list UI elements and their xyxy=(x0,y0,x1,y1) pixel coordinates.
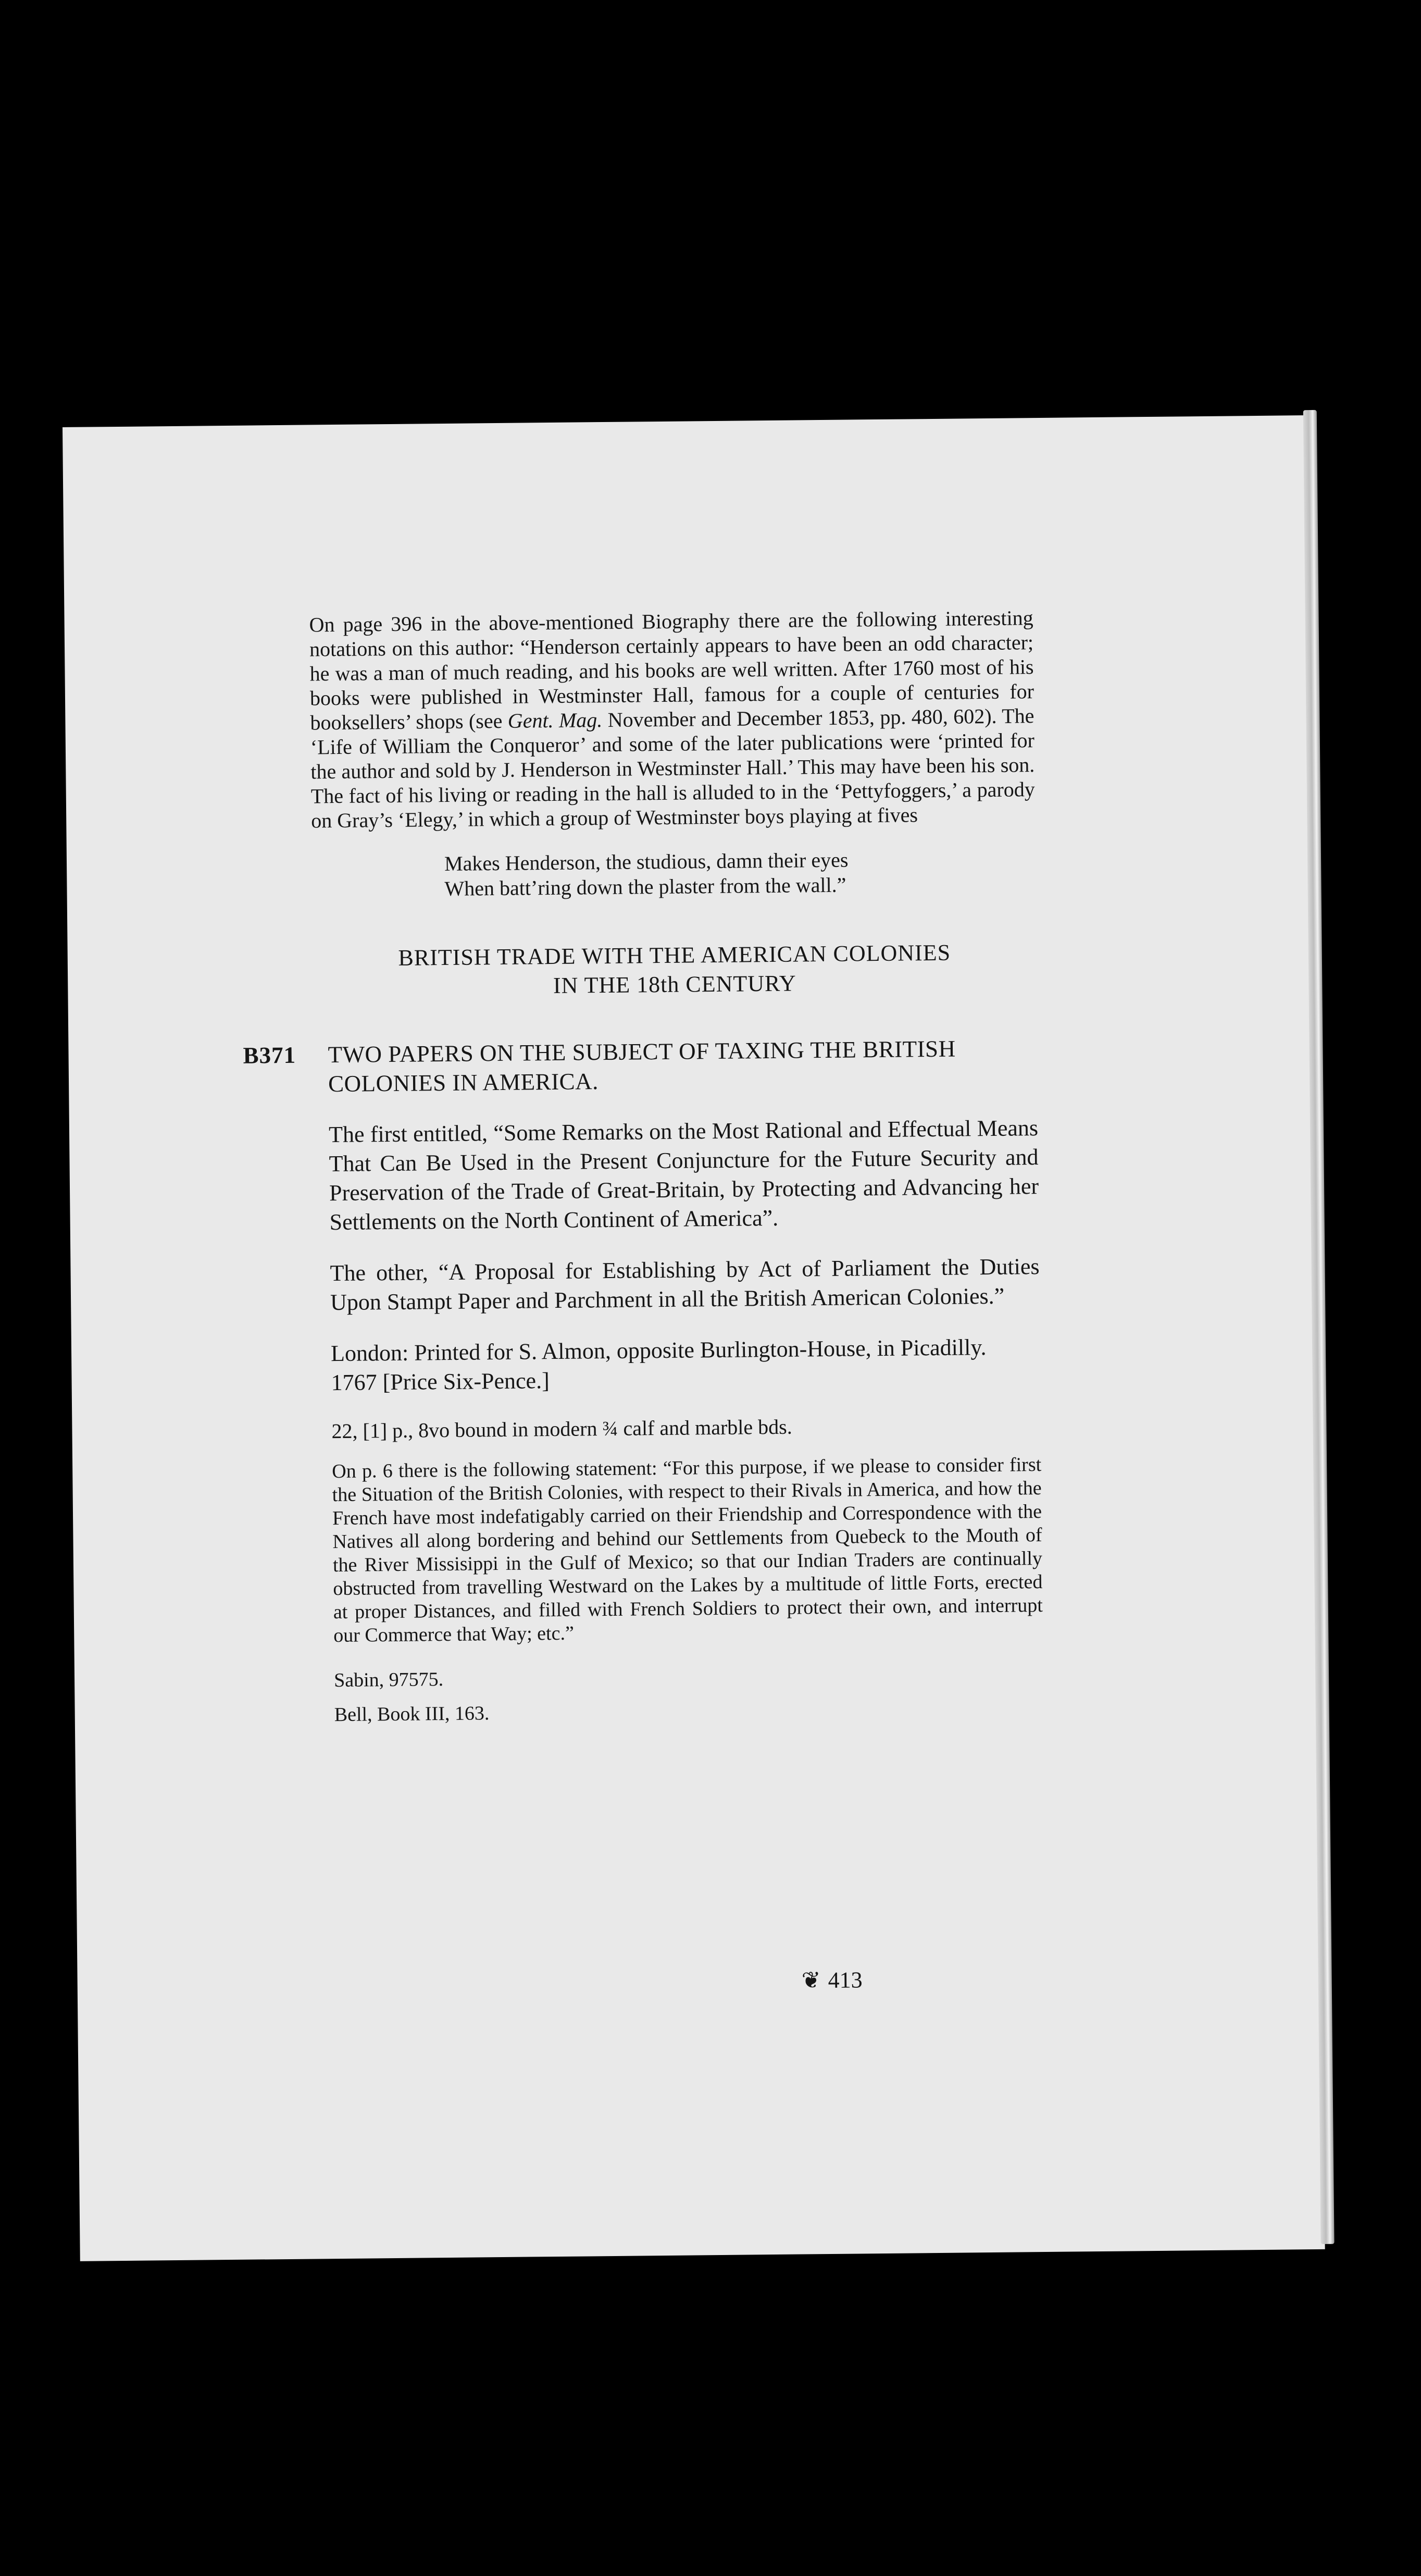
quoted-verse xyxy=(444,846,1036,901)
collation: 22, [1] p., 8vo bound in modern ¾ calf and marble bds. xyxy=(331,1415,792,1443)
imprint xyxy=(331,1332,1041,1397)
section-heading xyxy=(313,937,1037,1002)
fleuron-icon: ❦ xyxy=(801,1967,821,1993)
first-paper-title: The first entitled, “Some Remarks on the Most Rational and Effectual Means That Can Be Used in the Present Conjuncture for the Future Security and Preservation of the Trade of Great-Britain, by Protecting and Advancing her Settlements on the North Continent of America”. xyxy=(328,1115,1039,1235)
gent-mag-title: Gent. Mag. xyxy=(507,708,603,733)
entry-body xyxy=(329,1113,1044,1727)
second-paper-title: The other, “A Proposal for Establishing by Act of Parliament the Duties Upon Stampt Paper and Parchment in all the British American Colonies.” xyxy=(330,1254,1040,1316)
entry-number: B371 xyxy=(243,1042,296,1069)
biography-note-text-1: On page 396 in the above-mentioned Biography there are the following interesting notations on this author: “Henderson certainly appears to have been an odd character; he was a man of much reading, and his books are well written. After 1760 most of his books were published in Westminster Hall, famous for a couple of centuries for booksellers’ shops (see xyxy=(309,606,1034,735)
section-heading-line-1: BRITISH TRADE WITH THE AMERICAN COLONIES xyxy=(398,939,951,971)
reference-sabin: Sabin, 97575. xyxy=(333,1668,444,1692)
verse-line-2: When batt’ring down the plaster from the wall.” xyxy=(444,873,846,900)
verse-line-1: Makes Henderson, the studious, damn their eyes xyxy=(444,848,849,876)
entry-title xyxy=(328,1033,1038,1098)
statement-quote: On p. 6 there is the following statement: “For this purpose, if we please to consider first the Situation of the British Colonies, with respect to their Rivals in America, and how the French have most indefatigably carried on their Friendship and Correspondence with the Natives all along bordering and behind our Settlements from Quebeck to the Mouth of the River Missisippi in the Gulf of Mexico; so that our Indian Traders are continually obstructed from travelling Westward on the Lakes by a multitude of little Forts, erected at proper Distances, and filled with French Soldiers to protect their own, and interrupt our Commerce that Way; etc.” xyxy=(332,1454,1043,1647)
biography-note-text-2: November and December 1853, pp. 480, 602). The ‘Life of William the Conqueror’ and some of the later publications were ‘printed for the author and sold by J. Henderson in Westminster Hall.’ This may have been his son. The fact of his living or reading in the hall is alluded to in the ‘Pettyfoggers,’ a parody on Gray’s ‘Elegy,’ in which a group of Westminster boys playing at fives xyxy=(310,704,1035,833)
reference-bell: Bell, Book III, 163. xyxy=(334,1702,490,1726)
section-heading-line-2: IN THE 18th CENTURY xyxy=(553,970,796,999)
page-footer xyxy=(801,1967,862,1993)
book-page xyxy=(63,415,1325,2261)
biography-note-paragraph xyxy=(309,605,1035,833)
page-number: 413 xyxy=(828,1967,863,1993)
page-edge xyxy=(1303,410,1335,2244)
imprint-line-1: London: Printed for S. Almon, opposite Burlington-House, in Picadilly. xyxy=(330,1334,987,1367)
entry-title-line-1: TWO PAPERS ON THE SUBJECT OF TAXING THE BRITISH xyxy=(328,1035,956,1068)
page-content xyxy=(243,605,1043,1727)
catalog-entry xyxy=(243,1033,1044,1727)
entry-title-line-2: COLONIES IN AMERICA. xyxy=(328,1068,599,1097)
imprint-line-2: 1767 [Price Six-Pence.] xyxy=(331,1368,550,1396)
